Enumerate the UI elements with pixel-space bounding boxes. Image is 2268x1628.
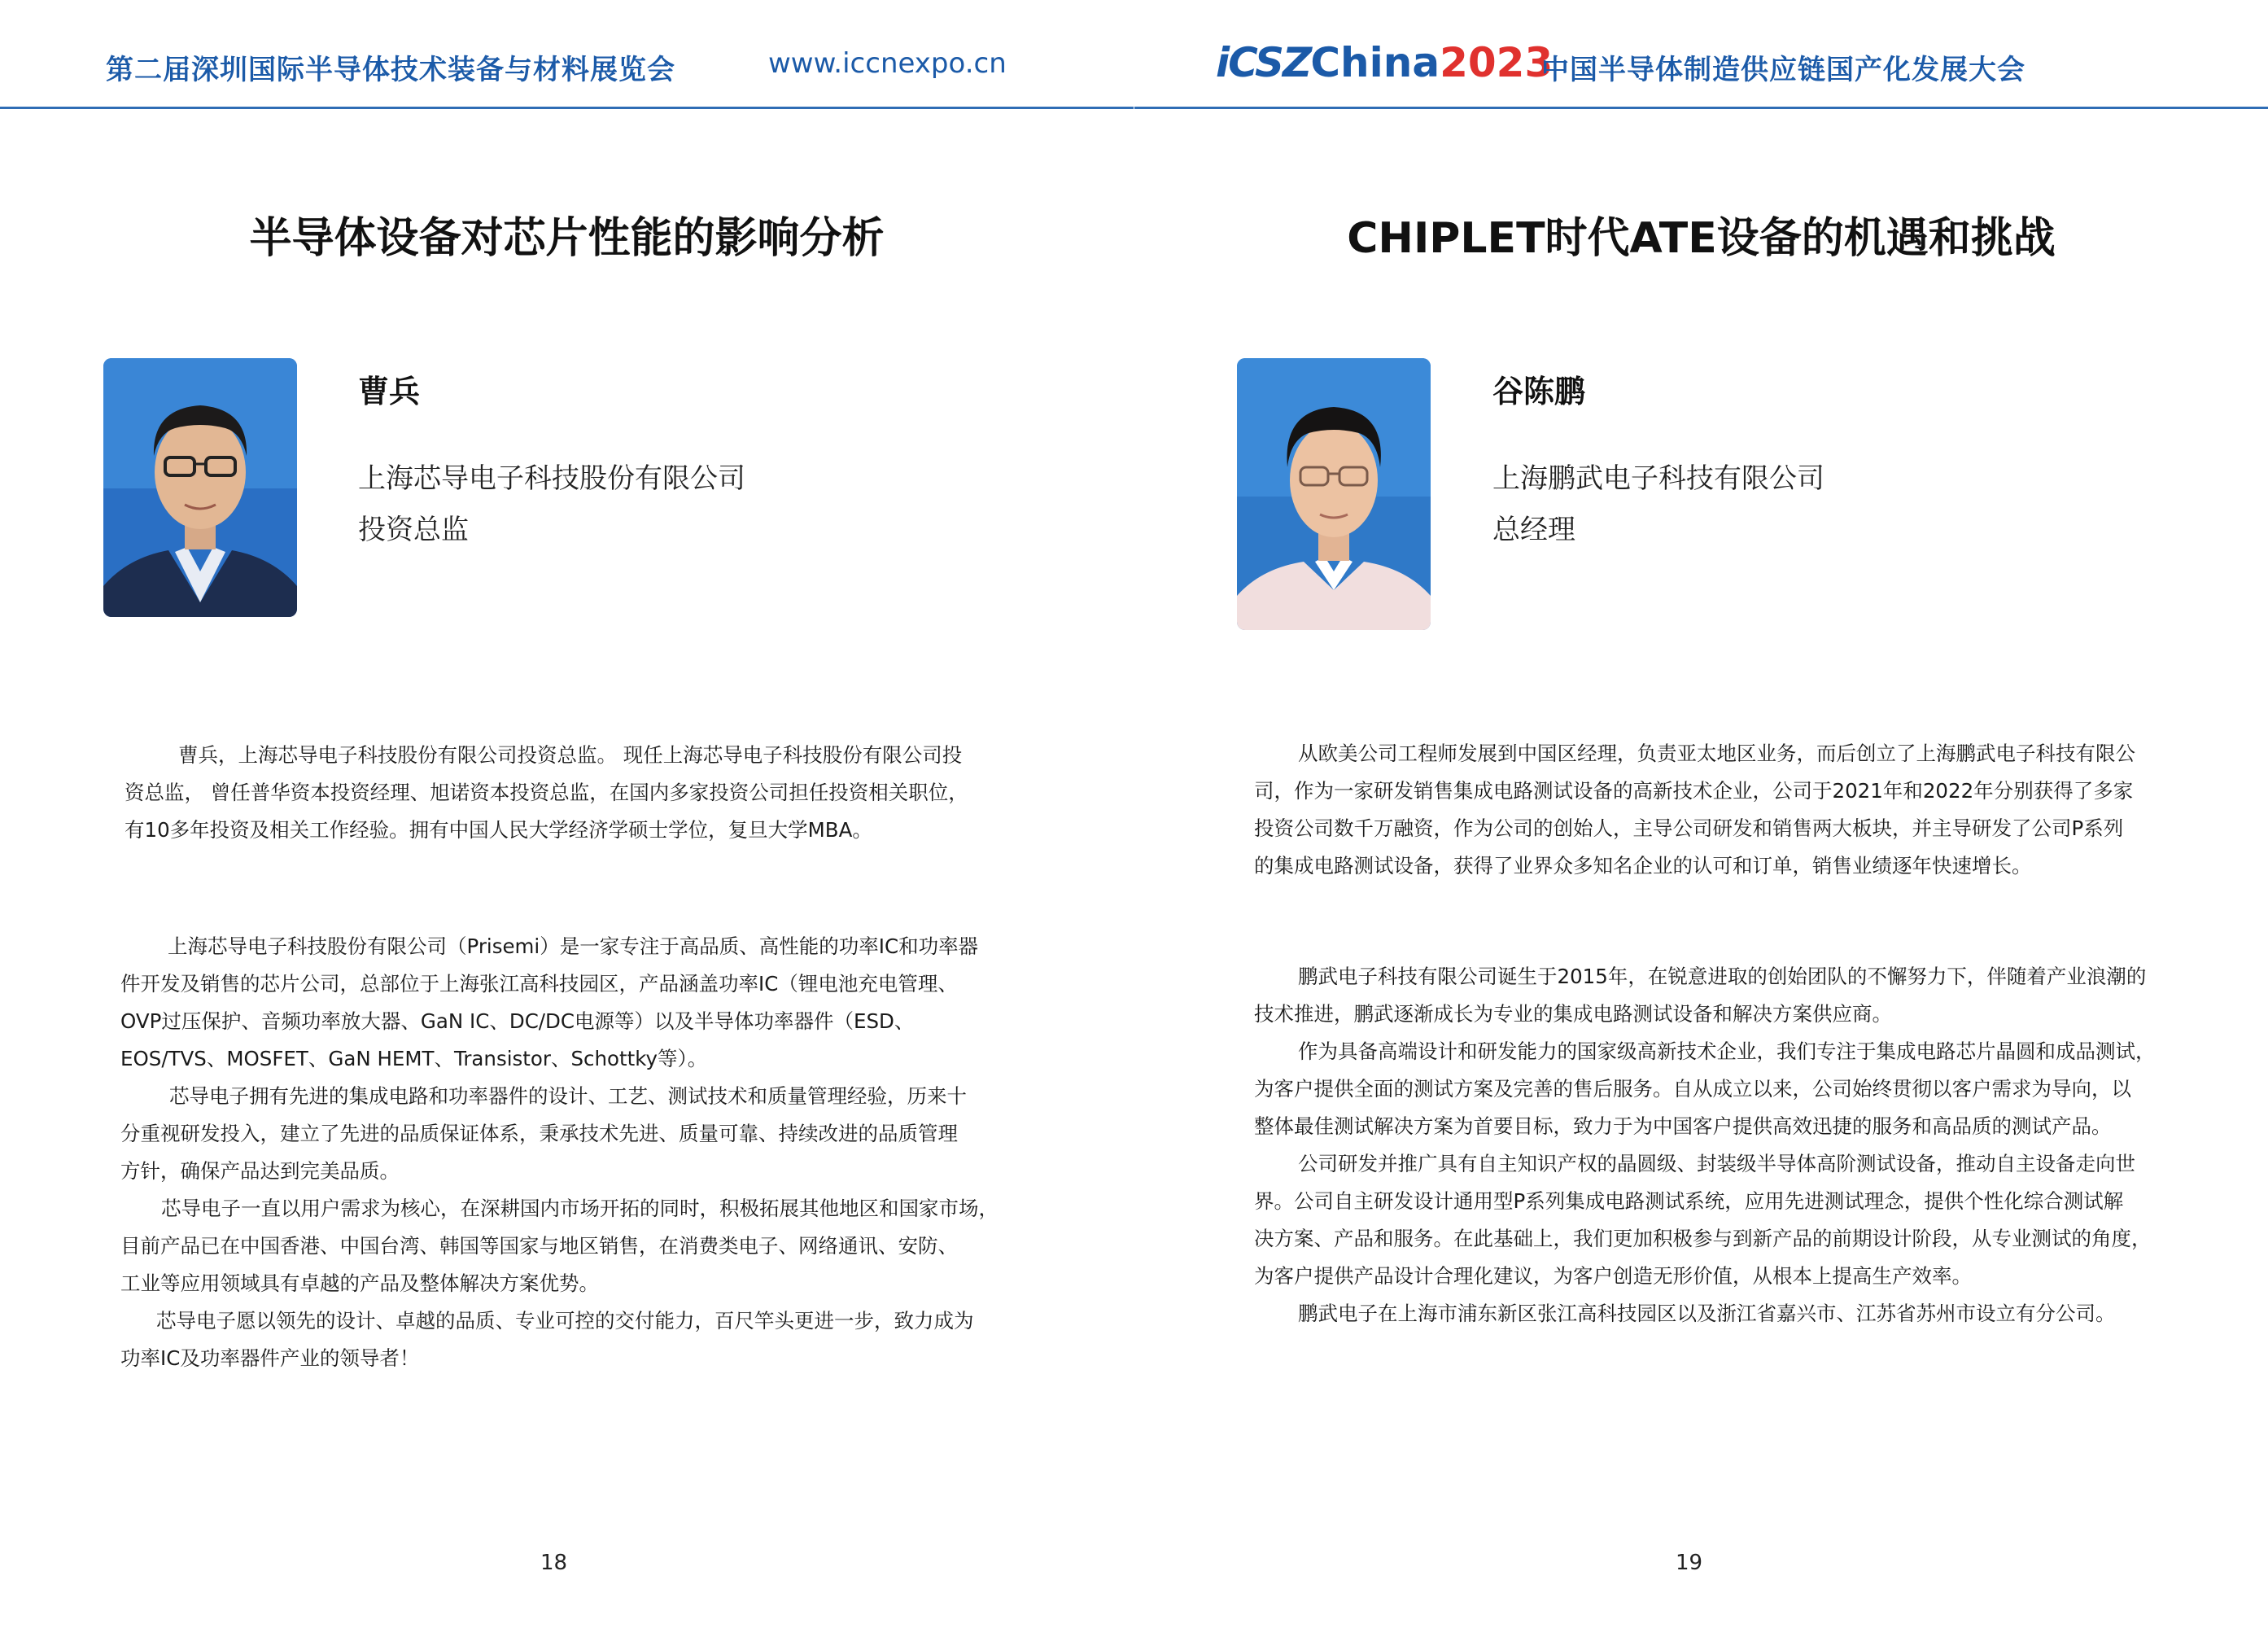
speaker-name: 谷陈鹏 [1492, 374, 1586, 409]
bio-line: 的集成电路测试设备，获得了业界众多知名企业的认可和订单，销售业绩逐年快速增长。 [1254, 854, 2032, 877]
intro-line: 方针，确保产品达到完美品质。 [120, 1159, 400, 1183]
icsz-logo [1216, 39, 1553, 88]
talk-title: 半导体设备对芯片性能的影响分析 [249, 214, 885, 263]
bio-line: 司，作为一家研发销售集成电路测试设备的高新技术企业，公司于2021年和2022年分别获得了多家 [1254, 779, 2134, 803]
page-number: 18 [540, 1551, 568, 1575]
page-number: 19 [1676, 1551, 1703, 1575]
company-intro [120, 928, 999, 1377]
logo-china: China [1310, 39, 1440, 86]
bio-line: 有10多年投资及相关工作经验。拥有中国人民大学经济学硕士学位，复旦大学MBA。 [125, 818, 872, 842]
speaker-bio [1254, 735, 2135, 885]
intro-line: 芯导电子拥有先进的集成电路和功率器件的设计、工艺、测试技术和质量管理经验，历来十 [169, 1084, 967, 1108]
intro-line: 为客户提供产品设计合理化建议，为客户创造无形价值，从根本上提高生产效率。 [1254, 1264, 1972, 1288]
page-header [1134, 0, 2268, 110]
bio-line: 资总监， 曾任普华资本投资经理、旭诺资本投资总监，在国内多家投资公司担任投资相关职位， [125, 781, 968, 804]
speaker-company: 上海芯导电子科技股份有限公司 [358, 462, 745, 495]
logo-year: 2023 [1440, 39, 1554, 86]
speaker-role: 总经理 [1492, 514, 1575, 546]
bio-line: 投资公司数千万融资，作为公司的创始人，主导公司研发和销售两大板块，并主导研发了公司P系列 [1254, 816, 2124, 840]
intro-line: 鹏武电子在上海市浦东新区张江高科技园区以及浙江省嘉兴市、江苏省苏州市设立有分公司。 [1298, 1302, 2116, 1325]
header-divider [1134, 107, 2268, 109]
intro-line: 整体最佳测试解决方案为首要目标，致力于为中国客户提供高效迅捷的服务和高品质的测试产品。 [1254, 1114, 2112, 1138]
intro-line: 工业等应用领域具有卓越的产品及整体解决方案优势。 [120, 1271, 599, 1295]
intro-line: 芯导电子愿以领先的设计、卓越的品质、专业可控的交付能力，百尺竿头更进一步，致力成为 [156, 1309, 974, 1333]
page-header [0, 0, 1134, 110]
company-intro [1254, 958, 2156, 1333]
talk-title: CHIPLET时代ATE设备的机遇和挑战 [1347, 214, 2056, 263]
speaker-name: 曹兵 [358, 374, 421, 409]
speaker-portrait-icon [1237, 358, 1431, 630]
intro-line: 上海芯导电子科技股份有限公司（Prisemi）是一家专注于高品质、高性能的功率IC和功率器 [168, 934, 979, 958]
speaker-bio [125, 737, 968, 849]
speaker-portrait-icon [103, 358, 297, 617]
intro-line: 技术推进，鹏武逐渐成长为专业的集成电路测试设备和解决方案供应商。 [1254, 1002, 1892, 1026]
intro-line: 界。公司自主研发设计通用型P系列集成电路测试系统，应用先进测试理念，提供个性化综合测试解 [1254, 1189, 2124, 1213]
intro-line: 芯导电子一直以用户需求为核心，在深耕国内市场开拓的同时，积极拓展其他地区和国家市场， [161, 1197, 999, 1220]
intro-line: 作为具备高端设计和研发能力的国家级高新技术企业，我们专注于集成电路芯片晶圆和成品测试， [1298, 1039, 2156, 1063]
intro-line: 件开发及销售的芯片公司，总部位于上海张江高科技园区，产品涵盖功率IC（锂电池充电管理、 [120, 972, 958, 996]
speaker-photo [1237, 358, 1431, 630]
speaker-company: 上海鹏武电子科技有限公司 [1492, 462, 1824, 495]
bio-line: 从欧美公司工程师发展到中国区经理，负责亚太地区业务，而后创立了上海鹏武电子科技有限公 [1298, 742, 2135, 765]
header-divider [0, 107, 1134, 109]
logo-icsz: iCSZ [1216, 39, 1311, 86]
intro-line: 分重视研发投入，建立了先进的品质保证体系，秉承技术先进、质量可靠、持续改进的品质管理 [120, 1122, 958, 1145]
bio-line: 曹兵，上海芯导电子科技股份有限公司投资总监。 现任上海芯导电子科技股份有限公司投 [178, 743, 963, 767]
header-title: 中国半导体制造供应链国产化发展大会 [1541, 54, 2025, 86]
intro-line: 鹏武电子科技有限公司诞生于2015年，在锐意进取的创始团队的不懈努力下，伴随着产业浪潮的 [1298, 965, 2147, 988]
speaker-photo [103, 358, 297, 617]
intro-line: EOS/TVS、MOSFET、GaN HEMT、Transistor、Schottky等）。 [120, 1047, 708, 1070]
header-title: 第二届深圳国际半导体技术装备与材料展览会 [106, 54, 675, 86]
intro-line: 目前产品已在中国香港、中国台湾、韩国等国家与地区销售，在消费类电子、网络通讯、安防、 [120, 1234, 958, 1258]
intro-line: 公司研发并推广具有自主知识产权的晶圆级、封装级半导体高阶测试设备，推动自主设备走向世 [1298, 1152, 2135, 1175]
right-page [1134, 0, 2268, 1628]
speaker-role: 投资总监 [358, 514, 469, 546]
intro-line: OVP过压保护、音频功率放大器、GaN IC、DC/DC电源等）以及半导体功率器件（ESD、 [120, 1009, 915, 1033]
intro-line: 功率IC及功率器件产业的领导者！ [120, 1346, 420, 1370]
intro-line: 决方案、产品和服务。在此基础上，我们更加积极参与到新产品的前期设计阶段，从专业测试的角度， [1254, 1227, 2152, 1250]
header-url[interactable]: www.iccnexpo.cn [768, 47, 1007, 80]
intro-line: 为客户提供全面的测试方案及完善的售后服务。自从成立以来，公司始终贯彻以客户需求为导向，以 [1254, 1077, 2131, 1101]
